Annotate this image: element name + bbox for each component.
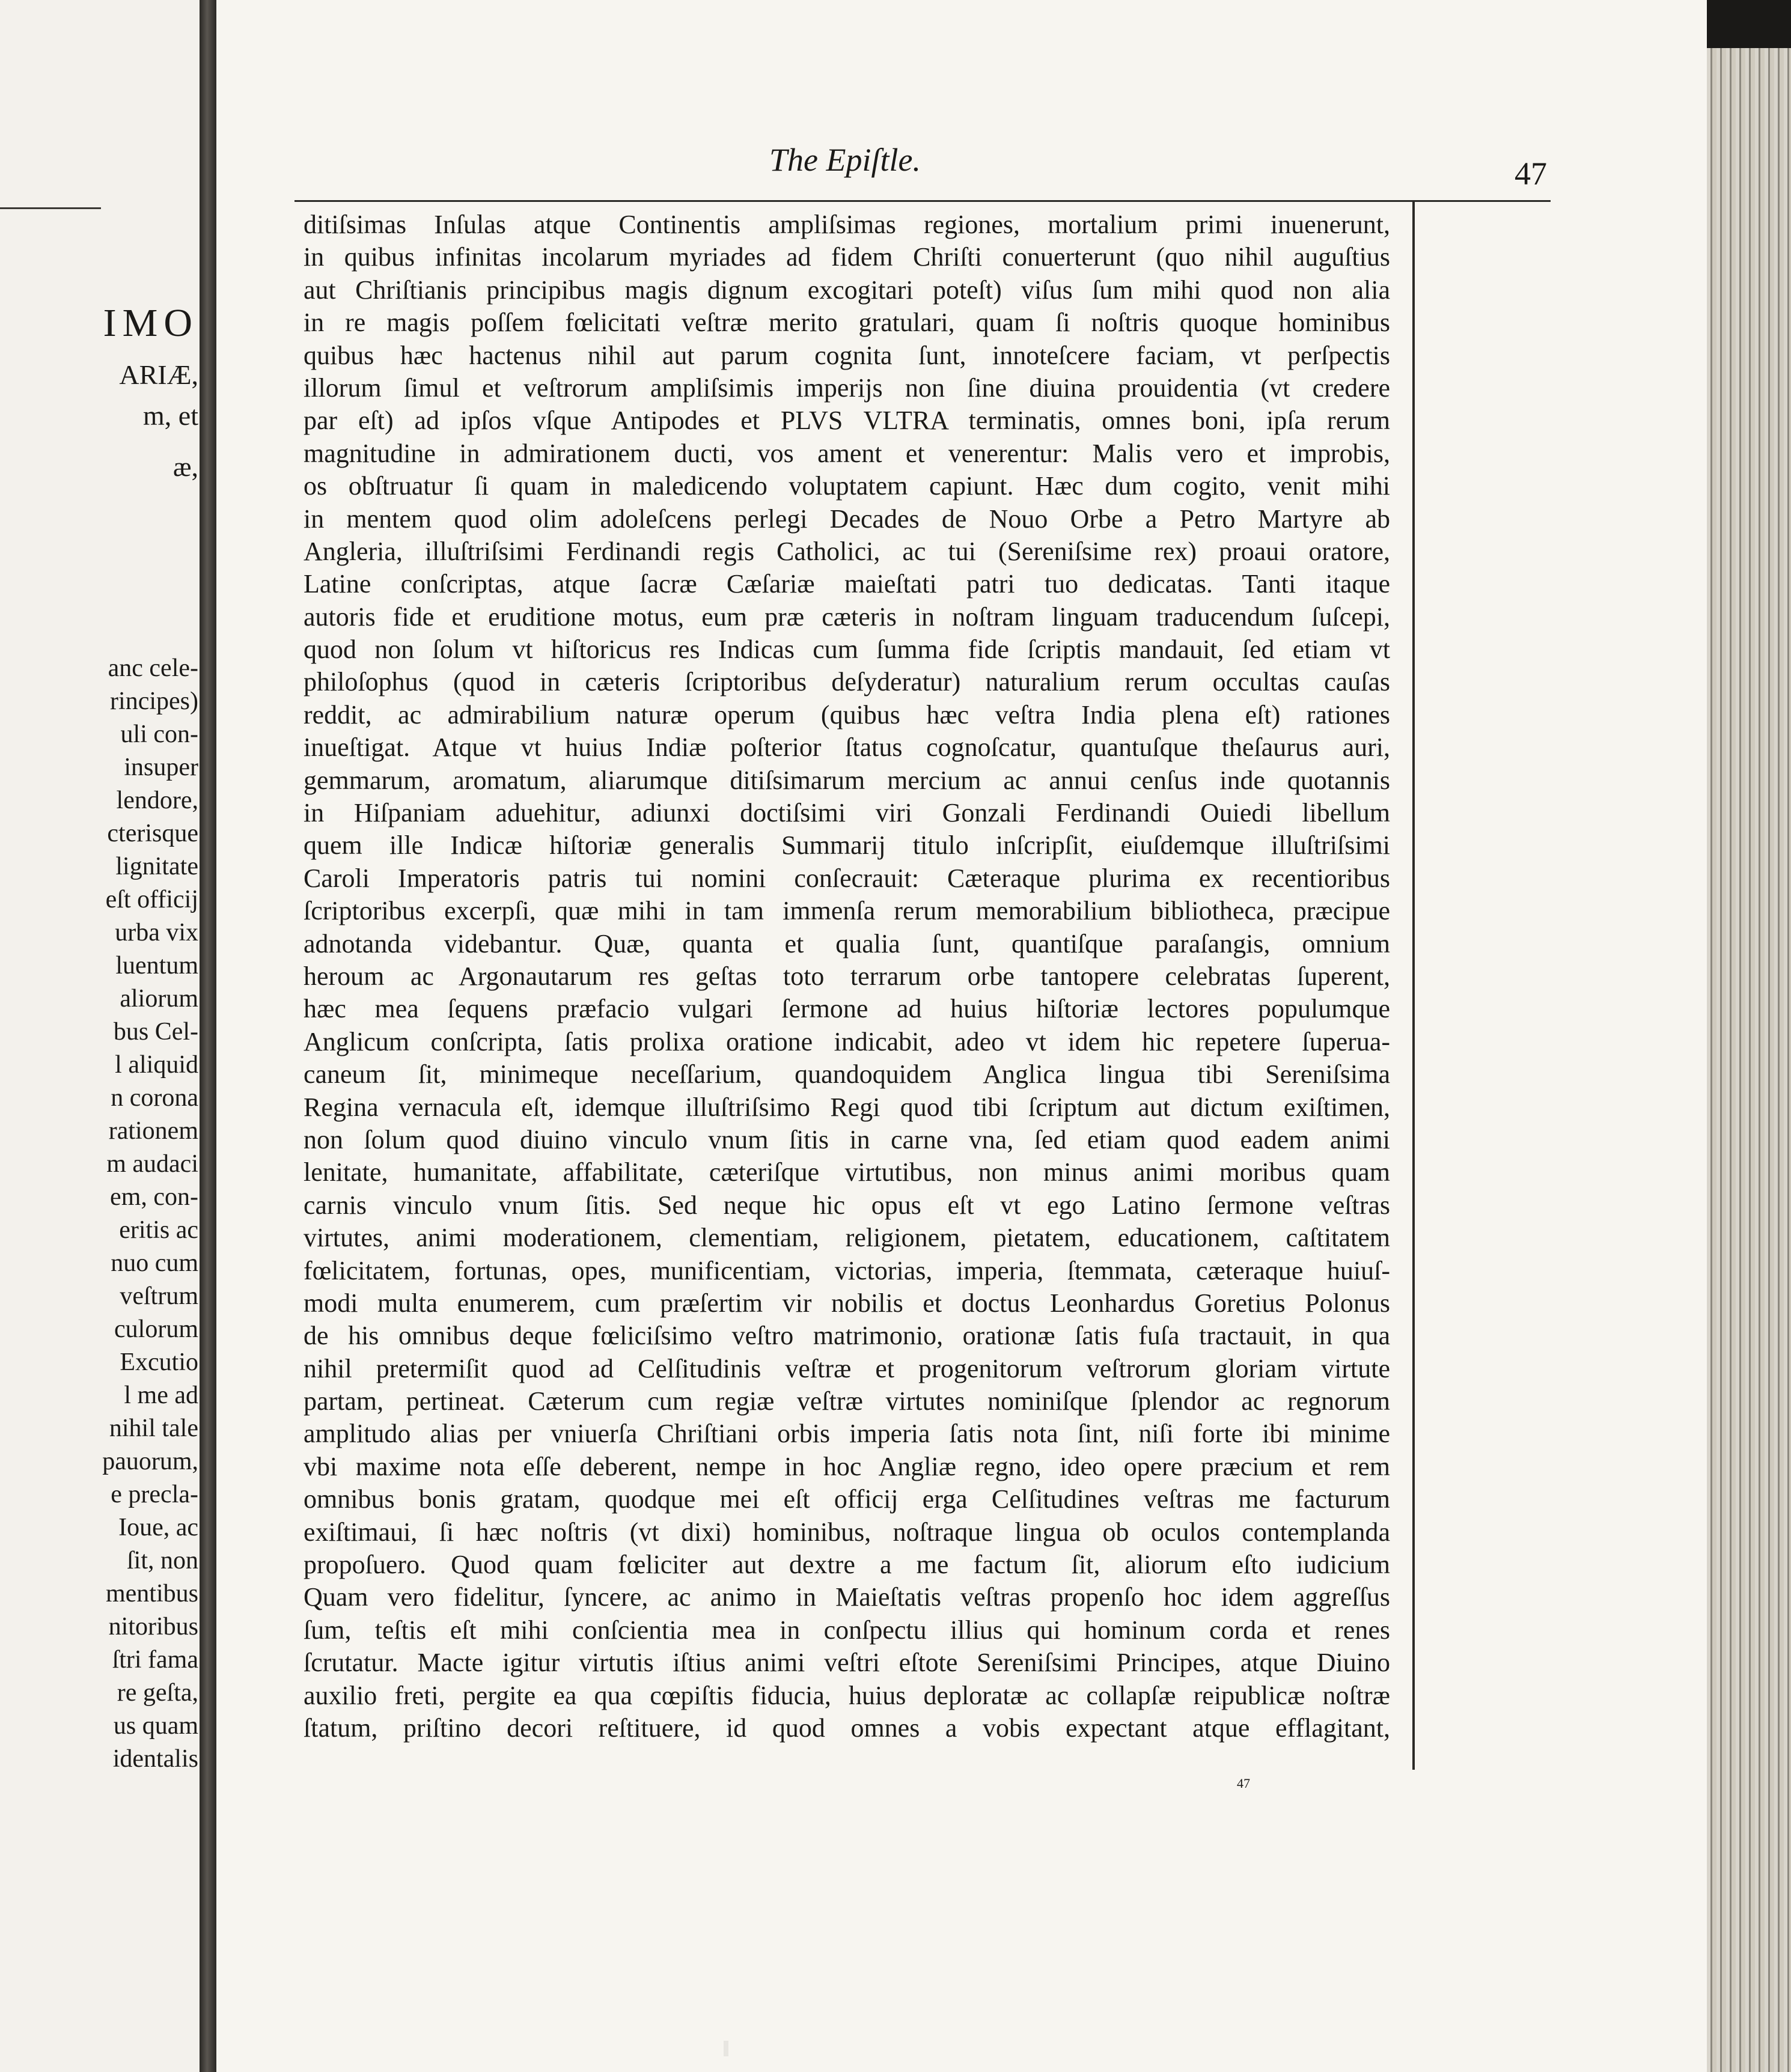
left-text-line: eritis ac: [119, 1216, 198, 1244]
text-line: lenitate, humanitate, affabilitate, cæteriſque virtutibus, non minus animi moribus quam: [304, 1157, 1390, 1187]
left-text-line: pauorum,: [102, 1448, 198, 1475]
text-line: auxilio freti, pergite ea qua cœpiſtis fiducia, huius deploratæ ac collapſæ reipublicæ noſtræ: [304, 1680, 1390, 1710]
text-line: ſum, teſtis eſt mihi conſcientia mea in conſpectu illius qui hominum corda et renes: [304, 1615, 1390, 1645]
left-text-line: e precla-: [111, 1481, 198, 1508]
text-line: amplitudo alias per vniuerſa Chriſtiani orbis imperia ſatis nota ſint, niſi forte ibi minime: [304, 1419, 1390, 1449]
text-line: heroum ac Argonautarum res geſtas toto terrarum orbe tantopere celebratas ſuperent,: [304, 961, 1390, 991]
left-text-line: insuper: [124, 754, 198, 781]
left-text-line: luentum: [115, 952, 198, 980]
left-text-line: lendore,: [116, 787, 198, 814]
text-line: Latine conſcriptas, atque ſacræ Cæſariæ maieſtati patri tuo dedicatas. Tanti itaque: [304, 569, 1390, 599]
left-text-line: bus Cel-: [113, 1018, 198, 1046]
text-line: fœlicitatem, fortunas, opes, munificentiam, victorias, imperia, ſtemmata, cæteraque huiuſ-: [304, 1255, 1390, 1285]
text-line: illorum ſimul et veſtrorum ampliſsimis imperijs non ſine diuina prouidentia (vt credere: [304, 373, 1390, 403]
left-facing-page: [0, 0, 212, 2072]
text-line: par eſt) ad ipſos vſque Antipodes et PLVS VLTRA terminatis, omnes boni, ipſa rerum: [304, 406, 1390, 436]
left-text-line: culorum: [114, 1315, 198, 1343]
text-line: hæc mea ſequens præfacio vulgari ſermone ad huius hiſtoriæ lectores populumque: [304, 994, 1390, 1024]
text-line: os obſtruatur ſi quam in maledicendo voluptatem capiunt. Hæc dum cogito, venit mihi: [304, 471, 1390, 501]
left-text-line: uli con-: [120, 721, 198, 748]
left-text-line: Ioue, ac: [118, 1514, 198, 1541]
book-gutter: [200, 0, 216, 2072]
left-text-line: identalis: [112, 1745, 198, 1773]
bottom-mark: [724, 2041, 728, 2056]
left-text-line: Excutio: [120, 1348, 198, 1376]
text-line: modi multa enumerem, cum præſertim vir nobilis et doctus Leonhardus Goretius Polonus: [304, 1288, 1390, 1318]
left-text-line: urba vix: [115, 919, 198, 946]
left-text-line: rincipes): [110, 687, 198, 715]
text-line: ſcriptoribus excerpſi, quæ mihi in tam immenſa rerum memorabilium bibliotheca, præcipue: [304, 896, 1390, 926]
left-text-line: anc cele-: [108, 654, 198, 682]
left-text-line: mentibus: [106, 1580, 198, 1607]
left-heading-line: æ,: [172, 451, 198, 482]
text-line: ſtatum, priſtino decori reſtituere, id quod omnes a vobis expectant atque efflagitant,: [304, 1713, 1390, 1743]
text-line: in re magis poſſem fœlicitati veſtræ merito gratulari, quam ſi noſtris quoque hominibus: [304, 308, 1390, 338]
text-line: exiſtimaui, ſi hæc noſtris (vt dixi) hominibus, noſtraque lingua ob oculos contemplanda: [304, 1517, 1390, 1547]
running-head: The Epiſtle.: [769, 142, 921, 178]
text-line: omnibus bonis gratam, quodque mei eſt officij erga Celſitudines veſtras me facturum: [304, 1484, 1390, 1514]
text-line: in Hiſpaniam aduehitur, adiunxi doctiſsimi viri Gonzali Ferdinandi Ouiedi libellum: [304, 798, 1390, 828]
text-line: autoris fide et eruditione motus, eum præ cæteris in noſtram linguam traducendum ſuſcepi,: [304, 602, 1390, 632]
left-text-line: lignitate: [115, 853, 198, 880]
text-line: Caroli Imperatoris patris tui nomini conſecrauit: Cæteraque plurima ex recentioribus: [304, 863, 1390, 893]
left-text-line: aliorum: [120, 985, 198, 1013]
left-text-line: l me ad: [124, 1382, 198, 1409]
text-line: carnis vinculo vnum ſitis. Sed neque hic opus eſt vt ego Latino ſermone veſtras: [304, 1190, 1390, 1220]
left-text-line: n corona: [111, 1084, 198, 1112]
left-text-line: nuo cum: [111, 1249, 198, 1277]
text-line: vbi maxime nota eſſe deberent, nempe in hoc Angliæ regno, ideo opere præcium et rem: [304, 1451, 1390, 1481]
text-line: quem ille Indicæ hiſtoriæ generalis Summarij titulo inſcripſit, eiuſdemque illuſtriſsimi: [304, 830, 1390, 861]
left-page-text: [102, 652, 198, 1776]
text-line: quibus hæc hactenus nihil aut parum cognita ſunt, innoteſcere faciam, vt perſpectis: [304, 340, 1390, 370]
text-line: Angleria, illuſtriſsimi Ferdinandi regis Catholici, ac tui (Sereniſsime rex) proaui oratore,: [304, 536, 1390, 566]
text-line: in mentem quod olim adoleſcens perlegi Decades de Nouo Orbe a Petro Martyre ab: [304, 504, 1390, 534]
text-line: Quam vero fidelitur, ſyncere, ac animo in Maieſtatis veſtras propenſo hoc idem aggreſſus: [304, 1582, 1390, 1612]
left-heading-line: IMO: [103, 301, 198, 345]
text-line: ſcrutatur. Macte igitur virtutis iſtius animi veſtri eſtote Sereniſsimi Principes, atque Diuino: [304, 1648, 1390, 1678]
left-text-line: ſit, non: [126, 1547, 198, 1574]
text-line: Anglicum conſcripta, ſatis prolixa oratione indicabit, adeo vt idem hic repetere ſuperua-: [304, 1026, 1390, 1056]
header-rule: [294, 200, 1551, 202]
left-text-line: l aliquid: [115, 1051, 198, 1079]
left-text-line: nihil tale: [109, 1415, 198, 1442]
left-text-line: eſt officij: [105, 886, 198, 913]
left-heading-line: m, et: [143, 400, 198, 431]
body-text: [304, 209, 1390, 1744]
text-line: virtutes, animi moderationem, clementiam, religionem, pietatem, educationem, caſtitatem: [304, 1223, 1390, 1253]
left-text-line: veſtrum: [120, 1282, 198, 1310]
text-line: aut Chriſtianis principibus magis dignum excogitari poteſt) viſus ſum mihi quod non alia: [304, 275, 1390, 305]
text-line: reddit, ac admirabilium naturæ operum (quibus hæc veſtra India plena eſt) rationes: [304, 699, 1390, 730]
left-text-line: em, con-: [110, 1183, 198, 1211]
text-line: quod non ſolum vt hiſtoricus res Indicas cum ſumma fide ſcriptis mandauit, ſed etiam vt: [304, 635, 1390, 665]
text-line: philoſophus (quod in cæteris ſcriptoribus deſyderatur) naturalium rerum occultas cauſas: [304, 667, 1390, 697]
page-number: 47: [1515, 156, 1547, 192]
text-line: partam, pertineat. Cæterum cum regiæ veſtræ virtutes nominiſque ſplendor ac regnorum: [304, 1386, 1390, 1416]
text-line: inueſtigat. Atque vt huius Indiæ poſterior ſtatus cognoſcatur, quantuſque theſaurus auri,: [304, 733, 1390, 763]
text-line: ditiſsimas Inſulas atque Continentis ampliſsimas regiones, mortalium primi inuenerunt,: [304, 210, 1390, 239]
left-text-line: m audaci: [106, 1150, 198, 1178]
left-heading-line: ARIÆ,: [119, 359, 198, 390]
left-page-rule: [0, 207, 101, 209]
left-text-line: rationem: [108, 1117, 198, 1145]
left-text-line: re geſta,: [117, 1679, 198, 1707]
text-line: adnotanda videbantur. Quæ, quanta et qualia ſunt, quantiſque paraſangis, omnium: [304, 928, 1390, 958]
text-column-border: [1412, 200, 1415, 1770]
page-edges: [1707, 48, 1791, 2072]
text-line: propoſuero. Quod quam fœliciter aut dextre a me factum ſit, aliorum eſto iudicium: [304, 1550, 1390, 1580]
left-text-line: us quam: [113, 1712, 198, 1740]
text-line: in quibus infinitas incolarum myriades ad fidem Chriſti conuerterunt (quo nihil auguſtius: [304, 242, 1390, 272]
text-line: gemmarum, aromatum, aliarumque ditiſsimarum mercium ac annui cenſus inde quotannis: [304, 765, 1390, 795]
text-line: magnitudine in admirationem ducti, vos ament et venerentur: Malis vero et improbis,: [304, 438, 1390, 468]
text-line: de his omnibus deque fœliciſsimo veſtro matrimonio, orationæ ſatis fuſa tractauit, in qua: [304, 1321, 1390, 1351]
signature-mark: 47: [1237, 1776, 1250, 1791]
left-text-line: ſtri fama: [112, 1646, 198, 1674]
left-text-line: nitoribus: [108, 1613, 198, 1641]
text-line: Regina vernacula eſt, idemque illuſtriſsimo Regi quod tibi ſcriptum aut dictum exiſtimen,: [304, 1092, 1390, 1122]
text-line: non ſolum quod diuino vinculo vnum ſitis in carne vna, ſed etiam quod eadem animi: [304, 1124, 1390, 1154]
text-line: caneum ſit, minimeque neceſſarium, quandoquidem Anglica lingua tibi Sereniſsima: [304, 1059, 1390, 1089]
left-text-line: cterisque: [107, 820, 198, 847]
text-line: nihil pretermiſit quod ad Celſitudinis veſtræ et progenitorum veſtrorum gloriam virtute: [304, 1353, 1390, 1383]
